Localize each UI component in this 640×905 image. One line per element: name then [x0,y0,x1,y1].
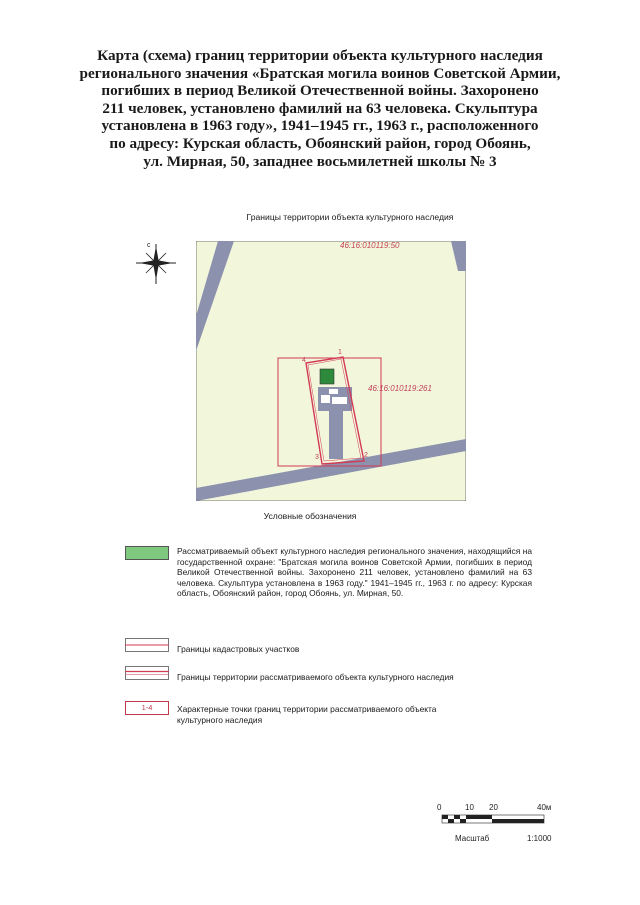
title-line: Карта (схема) границ территории объекта культурного наследия [97,47,543,64]
scale-tick: 10 [465,803,474,812]
legend-points-swatch: 1-4 [125,701,169,715]
legend-points-label: Характерные точки границ территории рассматриваемого объекта культурного наследия [177,704,437,725]
parcel-label-top: 46:16:010119:50 [340,241,400,250]
north-arrow-icon [134,238,184,288]
plaza-block [332,397,347,404]
point-label: 2 [364,452,368,459]
title-line: ул. Мирная, 50, западнее восьмилетней школы № 3 [143,152,497,170]
title-line: 211 человек, установлено фамилий на 63 человека. Скульптура [102,99,538,117]
scale-ratio: 1:1000 [527,834,552,843]
plaza-block [321,395,330,403]
point-label: 4 [302,357,306,364]
title-line: по адресу: Курская область, Обоянский район, город Обоянь, [109,134,531,152]
parcel-label-main: 46:16:010119:261 [368,384,432,393]
title-line: погибших в период Великой Отечественной войны. Захоронено [101,82,539,100]
scale-tick: 40м [537,803,552,812]
point-label: 3 [315,454,319,461]
memorial-object [320,369,334,384]
scale-bar [437,801,577,851]
title-line: регионального значения «Братская могила воинов Советской Армии, [79,64,561,82]
legend-object-swatch [125,546,169,560]
scale-tick: 20 [489,803,498,812]
scale-label: Масштаб [455,834,490,843]
title-line: установлена в 1963 году», 1941–1945 гг., 1963 г., расположенного [101,117,539,135]
map-title [60,47,580,170]
north-label: с [147,242,151,249]
map-caption: Границы территории объекта культурного наследия [246,212,454,222]
cadastral-map [196,241,466,501]
legend-boundary-swatch [125,666,169,680]
legend-caption: Условные обозначения [263,511,357,521]
legend-cadastral-swatch [125,638,169,652]
point-label: 1 [338,349,342,356]
plaza-stone [329,389,338,394]
legend-object-description: Рассматриваемый объект культурного наследия регионального значения, находящийся на государственной охране: "Братская могила воинов Советской Армии, погибших в период Великой Отечественной войны. Захоронено 211 человек, установлено фамилий на 63 человека. Скульптура установлена в 1963 году." 1941–1945 гг., 1963 г. по адресу: Курская область, Обоянский район, город Обоянь, ул. Мирная, 50. [177,546,532,599]
approach-path [329,403,343,459]
legend-boundary-label: Границы территории рассматриваемого объекта культурного наследия [177,672,454,682]
scale-tick: 0 [437,803,442,812]
legend-cadastral-label: Границы кадастровых участков [177,644,300,654]
